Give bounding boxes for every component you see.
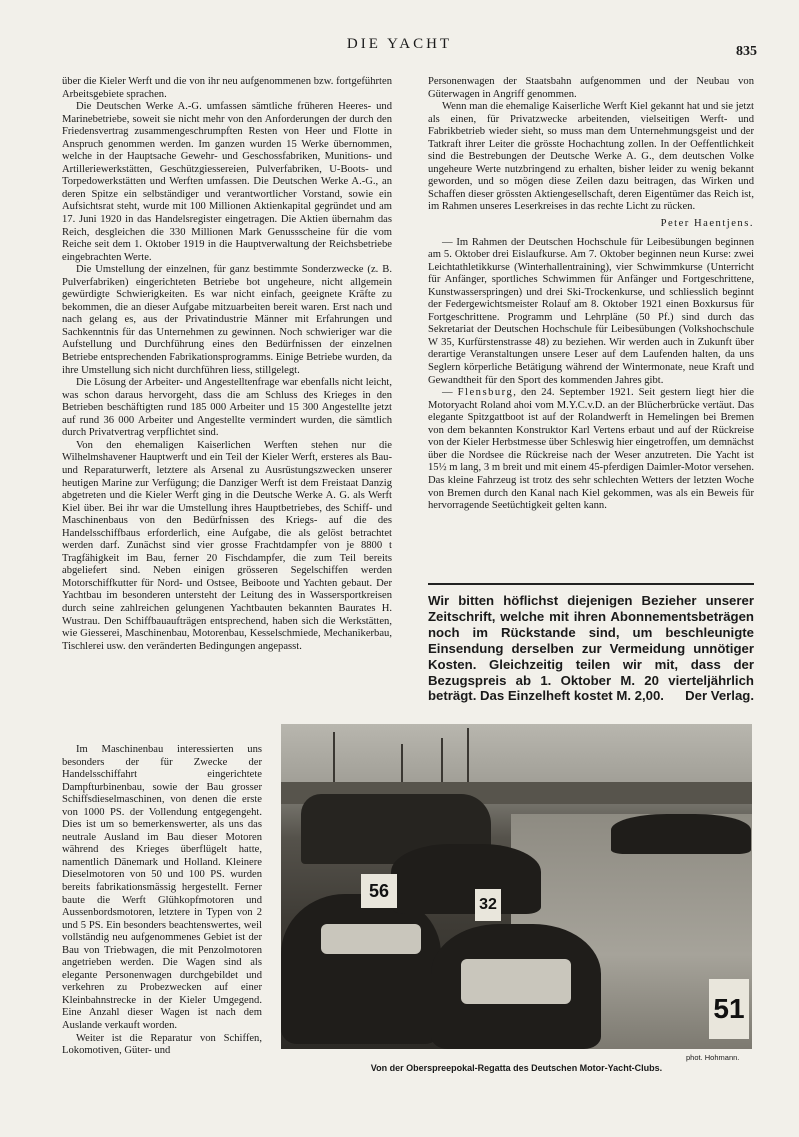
paragraph: Weiter ist die Reparatur von Schiffen, Lokomotiven, Güter- und [62,1032,262,1057]
author-signature: Peter Haentjens. [660,218,754,230]
photo-boat-deck [321,924,421,954]
place-name: Flensburg [457,387,514,399]
photo-boat [391,844,541,914]
photo-boat [281,894,441,1044]
paragraph: Wenn man die ehemalige Kaiserliche Werft Kiel gekannt hat und sie jetzt als einen, für Privatzwecke arbeitenden, vielseitigen Werft- und Fabrikbetrieb wieder sieht, so muss man dem Unternehmungsgeist und der Tatkraft ihrer Leiter die grösste Hochachtung zollen. In der Oeffentlichkeit sind die Bestrebungen der Deutsche Werke A. G., dem deutschen Volke ungeheure Werte nutzbringend zu erhalten, bisher leider zu wenig bekannt geworden, und so mögen diese Zeilen dazu beitragen, das Wirken und Schaffen dieser grössten Aktiengesellschaft, deren Eigentümer das Reich ist, im Rahmen unseres Leserkreises in das rechte Licht zu rücken. [428,101,754,213]
paragraph: Die Deutschen Werke A.-G. umfassen sämtliche früheren Heeres- und Marinebetriebe, soweit sie nicht mehr von den Anforderungen der durch den Friedensvertrag zusammengeschrumpften Resten von Heer und Flotte in Anspruch genommen werden. Im ganzen wurden 15 Werke übernommen, welche in der Hauptsache Gewehr- und Geschossfabriken, Munitions- und Artilleriewerkstätten, Geschützgiessereien, Pulverfabriken, U-Boots- und Torpedowerkstätten und Werften umfassen. Die Deutschen Werke A.-G., an deren Spitze ein selbständiger und verantwortlicher Vorstand, sowie ein Aufsichtsrat steht, wurde mit 100 Millionen Aktienkapital gegründet und am 17. Juni 1920 in das Handelsregister eingetragen. Die Aktien übernahm das Reich, desgleichen die 330 Millionen Mark Genussscheine für die vom Reiche seit dem 1. Oktober 1919 in die Hauptverwaltung der Reichsbetriebe eingebrachten Werte. [62,101,392,263]
notice-signature: Der Verlag. [685,688,754,704]
running-header-title: DIE YACHT [346,36,453,52]
publisher-notice [428,583,754,704]
page-number: 835 [736,44,757,59]
boat-number-56: 56 [361,874,397,908]
paragraph-flensburg: — Flensburg, den 24. September 1921. Seit gestern liegt hier die Motoryacht Roland ahoi vom M.Y.C.v.D. an der Blücherbrücke vertäut. Das elegante Spitzgattboot ist auf der Rolandwerft in Hemelingen bei Bremen von dem bekannten Konstruktor Karl Vertens erbaut und auf der Rückreise von der Kieler Herbstmesse über Schleswig hier eingetroffen, um demnächst über die Nordsee die Rückreise nach der Weser anzutreten. Die Yacht ist 15½ m lang, 3 m breit und mit einem 45-pferdigen Daimler-Motor versehen. Das kleine Fahrzeug ist trotz des sehr schlechten Wetters der letzten Woche von Bremen durch den Kanal nach Kiel gekommen, was als ein Beweis für hervorragende Seetüchtigkeit gelten kann. [428,387,754,512]
regatta-photo [281,724,752,1049]
paragraph: Von den ehemaligen Kaiserlichen Werften stehen nur die Wilhelmshavener Hauptwerft und ein Teil der Kieler Werft, ersteres als Bau- und Reparaturwerft, letztere als Arsenal zu Ausrüstungszwecken unserer heutigen Marine zur Verfügung; die Danziger Werft ist dem Freistaat Danzig abgetreten und die Kieler Werft ging in die Deutsche Werke A. G. als Werft Kiel über. Bei ihr war die Umstellung ihres Hauptbetriebes, des Schiff- und Maschinenbaus von den Bedürfnissen des Kriegs- auf die des Handelsschiffbaus erforderlich, eine Aufgabe, die als gelöst betrachtet werden darf. Zunächst sind vier grosse Frachtdampfer von je 8800 t Tragfähigkeit im Bau, ferner 20 Fischdampfer, die zum Teil bereits abgeliefert sind. Neben einigen grösseren Segelschiffen werden Motorschiffkutter für Nord- und Ostsee, Beiboote und Yachten gebaut. Der Yachtbau im besonderen untersteht der Leitung des in Wassersportkreisen durch seine zahlreichen gelungenen Yachtbauten bekannten Baurates H. Wustrau. Den Schiffbauaufträgen entsprechend, haben sich die Werkstätten, wie Giesserei, Maschinenbau, Motorenbau, Kesselschmiede, Mechanikerbau, Tischlerei usw. den veränderten Bedingungen angepasst. [62,439,392,652]
right-column [428,76,754,513]
paragraph: Die Lösung der Arbeiter- und Angestelltenfrage war ebenfalls nicht leicht, was schon daraus hervorgeht, dass die am Schluss des Krieges in den Betrieben beschäftigten rund 185 000 Arbeiter und 15 300 Angestellte jetzt auf rund 36 000 Arbeiter und Angestellte vermindert wurden, die sämtlich durch Privatvertrag verpflichtet sind. [62,377,392,439]
notice-text: Wir bitten höflichst diejenigen Bezieher unserer Zeitschrift, welche mit ihren Abonnementsbeträgen noch im Rückstande sind, um beschleunigte Einsendung derselben zur Vermeidung unnötiger Kosten. Gleichzeitig teilen wir mit, dass der Bezugspreis ab 1. Oktober M. 20 vierteljährlich beträgt. Das Einzelheft kostet M. 2,00. [428,593,754,704]
boat-number-51: 51 [709,979,749,1039]
photo-boat [611,814,751,854]
photo-caption: Von der Oberspreepokal-Regatta des Deutschen Motor-Yacht-Clubs. [370,1063,663,1073]
left-narrow-column [62,744,262,1058]
flensburg-text: , den 24. September 1921. Seit gestern liegt hier die Motoryacht Roland ahoi vom M.Y.C.v.D. an der Blücherbrücke vertäut. Das elegante Spitzgattboot ist auf der Rolandwerft in Hemelingen bei Bremen von dem bekannten Konstruktor Karl Vertens erbaut und auf der Rückreise von der Kieler Herbstmesse über Schleswig hier eingetroffen, um demnächst über die Nordsee die Rückreise nach der Weser anzutreten. Die Yacht ist 15½ m lang, 3 m breit und mit einem 45-pferdigen Daimler-Motor versehen. Das kleine Fahrzeug ist trotz des sehr schlechten Wetters der letzten Woche von Bremen durch den Kanal nach Kiel gekommen, was als ein Beweis für hervorragende Seetüchtigkeit gelten kann. [428,387,754,512]
left-column [62,76,392,653]
paragraph: Im Maschinenbau interessierten uns besonders der für Zwecke der Handelsschiffahrt eingerichtete Dampfturbinenbau, sowie der Bau grosser Schiffsdieselmaschinen, von denen die erste von 1000 PS. der Vollendung entgegengeht. Dies ist um so bemerkenswerter, als uns das neutrale Ausland im Bau dieser Motoren während des Krieges überflügelt hatte, namentlich Dänemark und Holland. Kleinere Dieselmotoren von 50 und 100 PS. wurden bereits fabrikationsmässig hergestellt. Ferner baute die Werft Glühkopfmotoren und Aussenbordsmotoren, letztere in Typen von 2 und 5 PS. Ein besonders beachtenswertes, weil vollständig neu aufgenommenes Gebiet ist der Bau von Triebwagen, die mit Penzolmotoren angetrieben werden. Die Wagen sind als elegante Personenwagen durchgebildet und verkehren zu Probezwecken auf einer Kleinbahnstrecke in der Kieler Umgegend. Eine Anzahl dieser Wagen ist nach dem Auslande verkauft worden. [62,744,262,1032]
paragraph: Personenwagen der Staatsbahn aufgenommen und der Neubau von Güterwagen in Angriff genommen. [428,76,754,100]
paragraph: über die Kieler Werft und die von ihr neu aufgenommenen bzw. fortgeführten Arbeitsgebiete sprachen. [62,76,392,100]
boat-number-32: 32 [475,889,501,921]
paragraph: Die Umstellung der einzelnen, für ganz bestimmte Sonderzwecke (z. B. Pulverfabriken) eingerichteten Betriebe bot ungeheure, nicht allgemein gewürdigte Schwierigkeiten. Es war nicht einfach, geeignete Kräfte zu bekommen, die an dieser Aufgabe mitzuarbeiten bereit waren. Erst nach und nach gelang es, aus der Privatindustrie Männer mit Erfahrungen und Sachkenntnis für das Unternehmen zu gewinnen. Noch schwieriger war die Aufstellung und Durchführung eines den Bedürfnissen der einzelnen Betriebe entsprechenden Fabrikationsprogramms. Einige Betriebe wurden, da ihre Umstellung sich nicht durchführen liess, stillgelegt. [62,264,392,376]
photo-boat-deck [461,959,571,1004]
photo-credit: phot. Hohmann. [686,1053,740,1062]
paragraph-hochschule: — Im Rahmen der Deutschen Hochschule für Leibesübungen beginnen am 5. Oktober drei Eislaufkurse. Am 7. Oktober beginnen neun Kurse: zwei Leichtathletikkurse (Winterhallentraining), vier Schwimmkurse (Unterricht für Anfänger, sportliches Schwimmen für Anfänger und Fortgeschrittene, Kunstwasserspringen) und drei Ski-Trockenkurse, und schliesslich beginnt der Federgewichtsmeister Rolauf am 8. Oktober 1921 einen Boxkursus für Fortgeschrittene. Programm und Lehrpläne (50 Pf.) sind durch das Sekretariat der Deutschen Hochschule für Leibesübungen (Volkshochschule W 35, Kurfürstenstrasse 48) zu beziehen. Wir werden auch in Zukunft über derartige Veranstaltungen unsere Leser auf dem Laufenden halten, da uns Seglern körperliche Betätigung während der Wintermonate, neue Kraft und Gewandtheit für den Sport des kommenden Jahres gibt. [428,236,754,386]
